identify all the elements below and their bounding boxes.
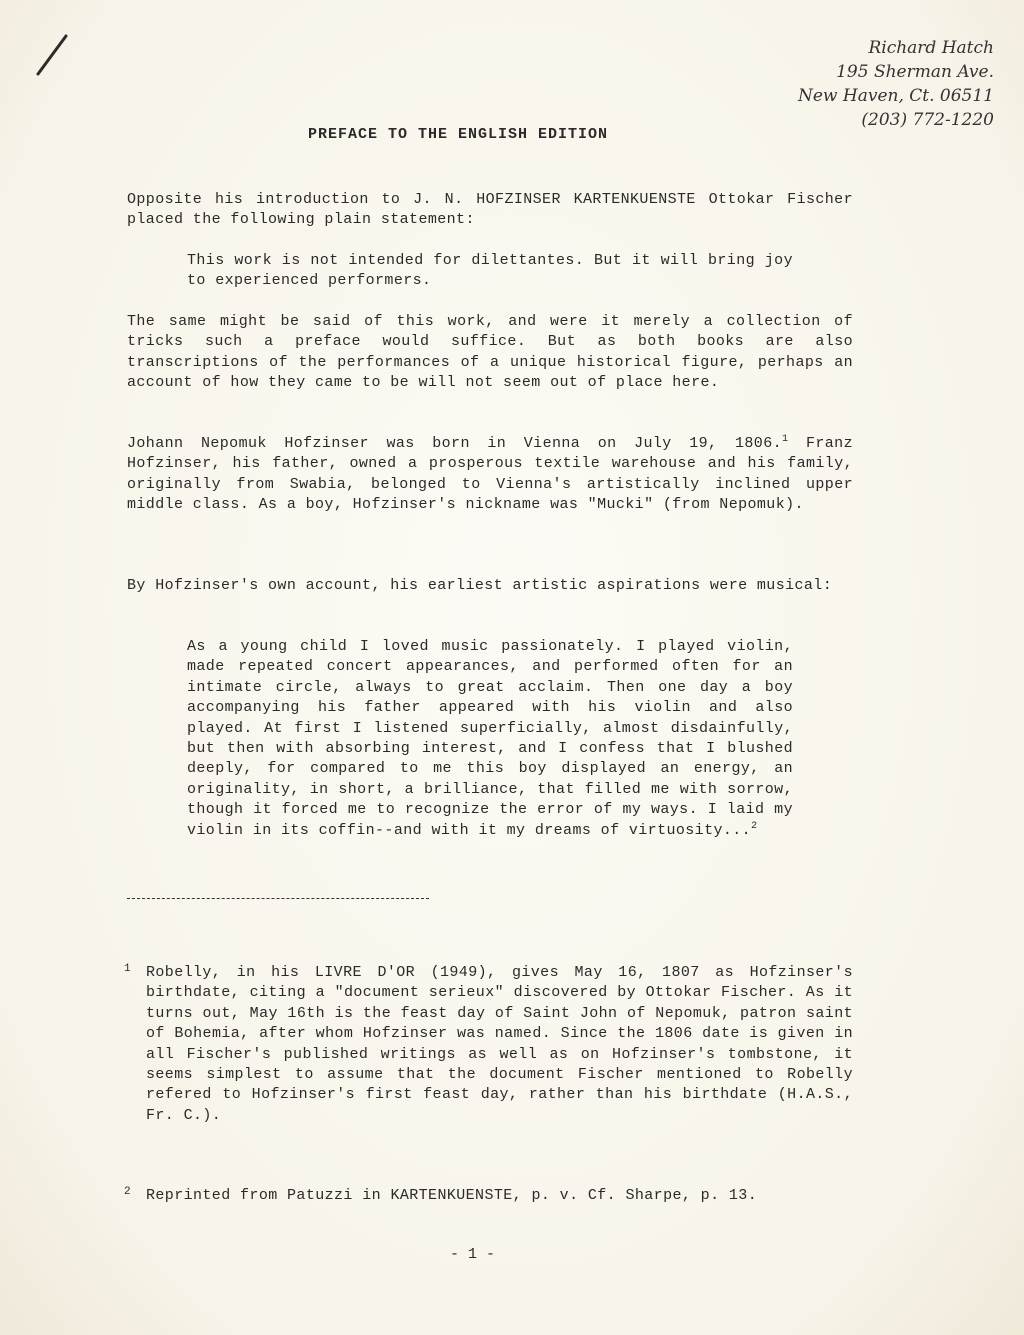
quote-text: [187, 637, 793, 841]
letterhead-phone: (203) 772-1220: [861, 110, 994, 130]
footnote-1: [124, 963, 853, 1126]
page-title: PREFACE TO THE ENGLISH EDITION: [308, 126, 609, 143]
paragraph-biography: [127, 434, 853, 516]
letterhead-name: Richard Hatch: [868, 38, 994, 58]
letterhead-city: New Haven, Ct. 06511: [798, 86, 994, 106]
quote-text-part: As a young child I loved music passionately. I played violin, made repeated concert appearances, and performed often for an intimate circle, always to great acclaim. Then one day a boy accompanying his father appeared with his violin and also played. At first I listened superficially, almost disdainfully, but then with absorbing interest, and I confess that I blushed deeply, for compared to me this boy displayed an energy, an originality, in short, a brilliance, that filled me with sorrow, though it forced me to recognize the error of my ways. I laid my violin in its coffin--and with it my dreams of virtuosity...: [187, 638, 793, 839]
footnote-separator: [127, 898, 429, 899]
footnote-2: [124, 1186, 853, 1206]
footnote-text: Reprinted from Patuzzi in KARTENKUENSTE, p. v. Cf. Sharpe, p. 13.: [146, 1187, 758, 1204]
paragraph-same-might: [127, 312, 853, 394]
paragraph-musical: [127, 576, 853, 596]
paragraph-text-part: Franz Hofzinser, his father, owned a prosperous textile warehouse and his family, originally from Swabia, belonged to Vienna's artistically inclined upper middle class. As a boy, Hofzinser's nickname was "Mucki" (from Nepomuk).: [127, 435, 853, 514]
paragraph-text: Opposite his introduction to J. N. HOFZINSER KARTENKUENSTE Ottokar Fischer placed the following plain statement:: [127, 191, 853, 229]
paragraph-text: By Hofzinser's own account, his earliest artistic aspirations were musical:: [127, 577, 833, 594]
footnote-number: 2: [124, 1186, 132, 1198]
page-number: - 1 -: [450, 1246, 496, 1263]
footnote-text: Robelly, in his LIVRE D'OR (1949), gives May 16, 1807 as Hofzinser's birthdate, citing a "document serieux" discovered by Ottokar Fischer. As it turns out, May 16th is the feast day of Saint John of Nepomuk, patron saint of Bohemia, after whom Hofzinser was named. Since the 1806 date is given in all Fischer's published writings as well as on Hofzinser's tombstone, it seems simplest to assume that the document Fischer mentioned to Robelly refered to Hofzinser's first feast day, rather than his birthdate (H.A.S., Fr. C.).: [146, 964, 853, 1124]
footnote-number: 1: [124, 963, 132, 975]
quote-hofzinser: [187, 637, 793, 841]
pencil-slash-mark: [32, 30, 72, 78]
quote-text: This work is not intended for dilettantes. But it will bring joy to experienced performers.: [187, 252, 793, 290]
letterhead-address: [774, 36, 994, 132]
footnote-ref-2: 2: [751, 820, 758, 832]
letterhead-street: 195 Sherman Ave.: [836, 62, 994, 82]
quote-fischer: [187, 251, 793, 292]
paragraph-text: [127, 434, 853, 516]
footnote-ref-1: 1: [782, 434, 789, 445]
paragraph-opening: [127, 190, 853, 231]
paragraph-text-part: Johann Nepomuk Hofzinser was born in Vienna on July 19, 1806.: [127, 435, 783, 452]
paragraph-text: The same might be said of this work, and were it merely a collection of tricks such a preface would suffice. But as both books are also transcriptions of the performances of a unique historical figure, perhaps an account of how they came to be will not seem out of place here.: [127, 313, 853, 392]
